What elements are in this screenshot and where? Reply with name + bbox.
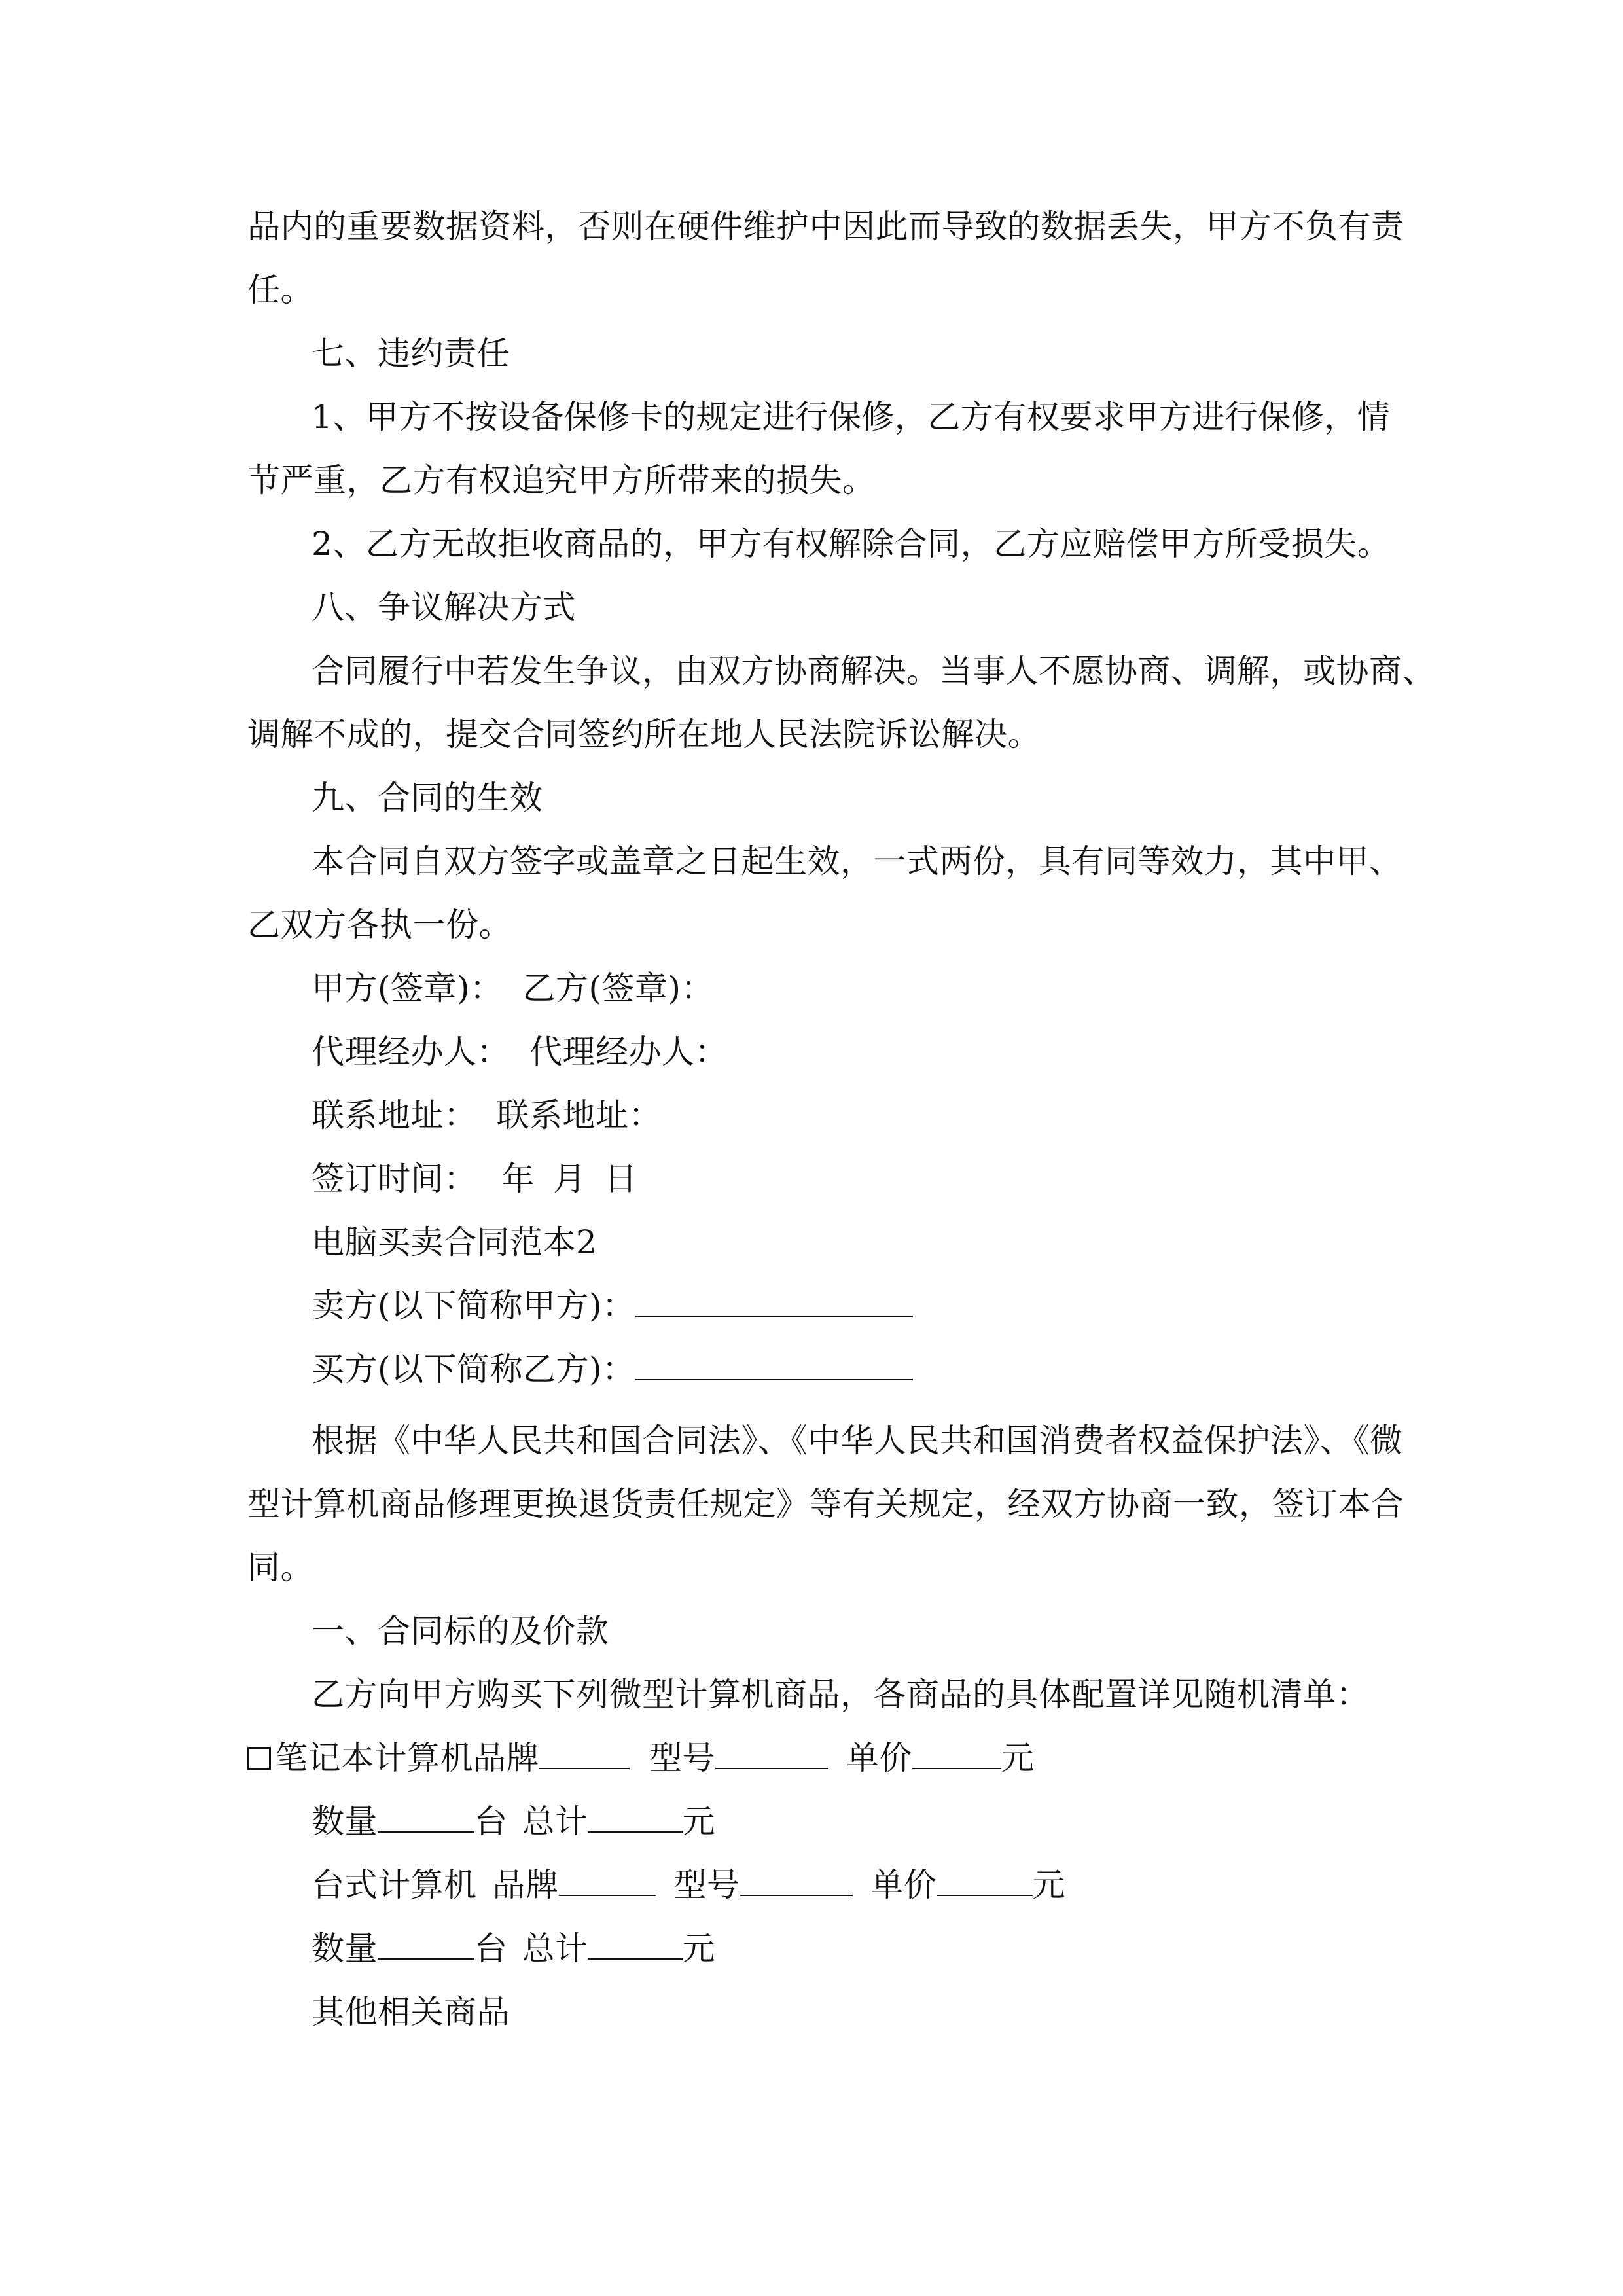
notebook-model-blank: [715, 1739, 828, 1769]
desktop-yuan-label: 元: [1032, 1866, 1065, 1904]
checkbox-icon: [247, 1747, 271, 1770]
desktop-qty-label: 数量: [312, 1929, 378, 1967]
paragraph-line: 品内的重要数据资料，否则在硬件维护中因此而导致的数据丢失，甲方不负有责: [247, 207, 1404, 245]
section-heading-effect: 九、合同的生效: [312, 779, 543, 817]
signature-row-address: [312, 1096, 662, 1135]
notebook-total-yuan-label: 元: [682, 1803, 715, 1840]
signature-row-time: [312, 1159, 637, 1198]
paragraph-line: 节严重，乙方有权追究甲方所带来的损失。: [247, 461, 876, 499]
seller-label: 卖方(以下简称甲方)：: [312, 1287, 635, 1325]
desktop-price-label: 单价: [870, 1866, 937, 1904]
desktop-qty-row: [312, 1929, 715, 1968]
desktop-total-blank: [588, 1929, 683, 1960]
paragraph-line: 本合同自双方签字或盖章之日起生效，一式两份，具有同等效力，其中甲、: [312, 842, 1402, 880]
desktop-model-label: 型号: [673, 1866, 740, 1904]
notebook-qty-row: [312, 1802, 715, 1841]
desktop-total-label: 总计: [522, 1929, 588, 1967]
notebook-qty-label: 数量: [312, 1803, 378, 1840]
address-b-label: 联系地址：: [496, 1096, 662, 1134]
desktop-unit-label: 台: [474, 1929, 508, 1967]
address-a-label: 联系地址：: [312, 1096, 477, 1134]
other-goods-label: 其他相关商品: [312, 1993, 510, 2031]
sign-time-label: 签订时间：: [312, 1160, 477, 1198]
paragraph-line: 2、乙方无故拒收商品的，甲方有权解除合同，乙方应赔偿甲方所受损失。: [312, 525, 1391, 563]
paragraph-line: 合同履行中若发生争议，由双方协商解决。当事人不愿协商、调解，或协商、: [312, 652, 1435, 690]
notebook-brand-blank: [539, 1739, 630, 1769]
notebook-brand-label: 笔记本计算机品牌: [275, 1739, 539, 1777]
buyer-row: [312, 1350, 913, 1389]
notebook-price-label: 单价: [846, 1739, 912, 1777]
month-label: 月: [553, 1160, 586, 1198]
desktop-brand-label: 品牌: [492, 1866, 559, 1904]
section1-title: 一、合同标的及价款: [312, 1612, 609, 1650]
notebook-yuan-label: 元: [1001, 1739, 1035, 1777]
paragraph-line: 根据《中华人民共和国合同法》、《中华人民共和国消费者权益保护法》、《微: [312, 1422, 1403, 1460]
day-label: 日: [604, 1160, 637, 1198]
signature-row-parties: [312, 969, 714, 1008]
section-heading-breach: 七、违约责任: [312, 334, 510, 372]
year-label: 年: [501, 1160, 535, 1198]
notebook-total-blank: [588, 1803, 683, 1833]
desktop-model-blank: [740, 1866, 853, 1896]
desktop-label: 台式计算机: [312, 1866, 477, 1904]
party-a-sign-label: 甲方(签章)：: [312, 969, 503, 1007]
section-heading-dispute: 八、争议解决方式: [312, 588, 576, 626]
desktop-row: [312, 1865, 1065, 1905]
paragraph-line: 任。: [247, 271, 313, 309]
paragraph-line: 1、甲方不按设备保修卡的规定进行保修，乙方有权要求甲方进行保修，情: [312, 398, 1391, 436]
notebook-qty-blank: [378, 1803, 474, 1833]
signature-row-agents: [312, 1032, 728, 1071]
seller-blank: [635, 1287, 913, 1317]
desktop-total-yuan-label: 元: [682, 1929, 715, 1967]
buyer-label: 买方(以下简称乙方)：: [312, 1350, 635, 1388]
desktop-brand-blank: [559, 1866, 656, 1896]
notebook-price-blank: [912, 1739, 1001, 1769]
notebook-row: [247, 1738, 1035, 1778]
notebook-model-label: 型号: [649, 1739, 715, 1777]
contract2-title: 电脑买卖合同范本2: [312, 1223, 597, 1261]
agent-b-label: 代理经办人：: [529, 1033, 728, 1071]
paragraph-line: 同。: [247, 1549, 313, 1587]
paragraph-line: 乙双方各执一份。: [247, 906, 512, 944]
seller-row: [312, 1286, 913, 1325]
agent-a-label: 代理经办人：: [312, 1033, 510, 1071]
paragraph-line: 型计算机商品修理更换退货责任规定》等有关规定，经双方协商一致，签订本合: [247, 1485, 1404, 1523]
paragraph-line: 调解不成的，提交合同签约所在地人民法院诉讼解决。: [247, 715, 1041, 753]
desktop-qty-blank: [378, 1929, 474, 1960]
notebook-unit-label: 台: [474, 1803, 508, 1840]
notebook-total-label: 总计: [522, 1803, 588, 1840]
buyer-blank: [635, 1350, 913, 1380]
party-b-sign-label: 乙方(签章)：: [522, 969, 715, 1007]
section1-intro: 乙方向甲方购买下列微型计算机商品，各商品的具体配置详见随机清单：: [312, 1676, 1369, 1713]
desktop-price-blank: [937, 1866, 1033, 1896]
